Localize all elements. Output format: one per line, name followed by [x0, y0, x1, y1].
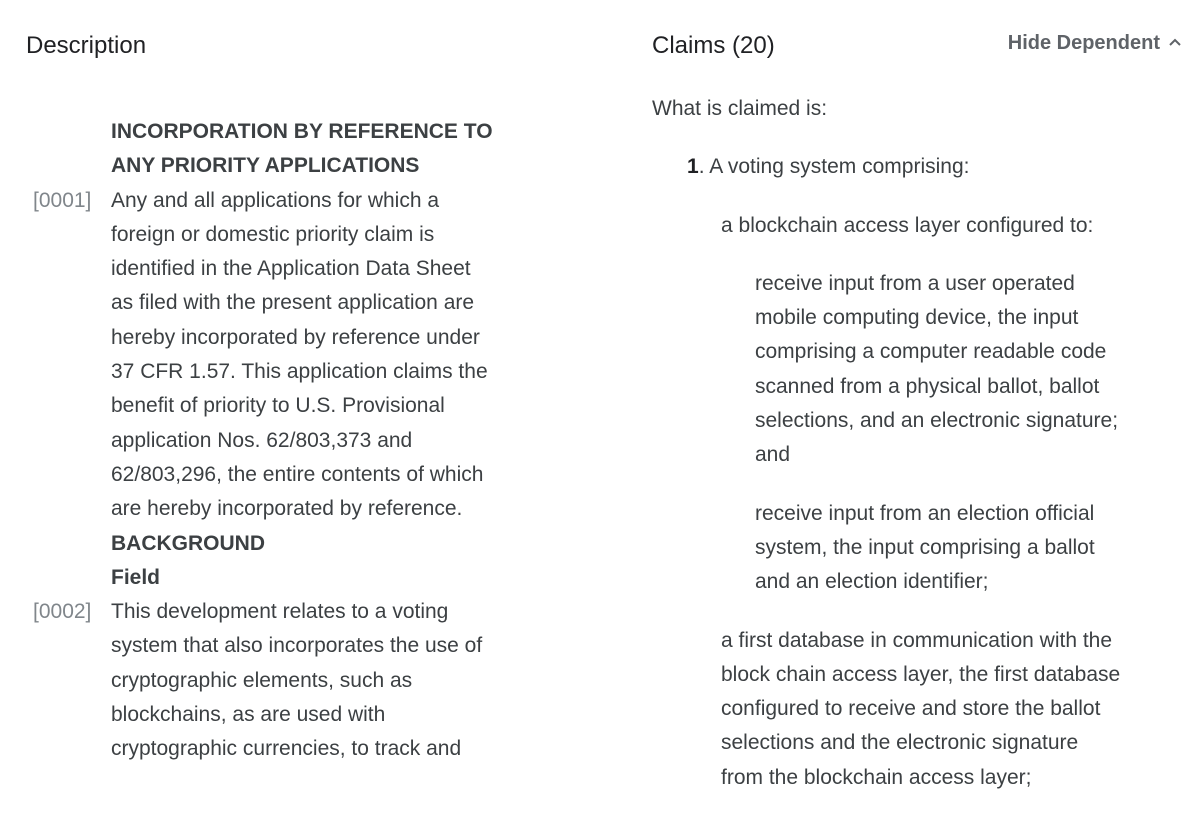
heading-background: BACKGROUND [111, 531, 265, 555]
claims-header [652, 32, 1182, 60]
claims-panel [652, 0, 1182, 789]
claims-intro: What is claimed is: [652, 97, 828, 120]
paragraph-0001: [0001] Any and all applications for which a foreign or domestic priority claim is identified in the Application Data Sheet as filed with the present application are hereby incorporated by reference under 37 CFR 1.57. This application claims the benefit of priority to U.S. Provisional application Nos. 62/803,373 and 62/803,296, the entire contents of which are hereby incorporated by reference. [26, 184, 526, 527]
description-panel [26, 0, 526, 770]
claim-1: 1. A voting system comprising: [687, 155, 970, 179]
claim-number: 1 [687, 155, 699, 179]
claims-body [652, 92, 1182, 819]
hide-dependent-button[interactable] [1008, 32, 1182, 55]
chevron-up-icon [1168, 32, 1182, 55]
claim-element-first-database: a first database in communication with the block chain access layer, the first database configured to receive and store the ballot selections and the electronic signature from the blockchain access layer; [721, 628, 1121, 789]
paragraph-number: [0001] [33, 188, 92, 212]
heading-incorporation: INCORPORATION BY REFERENCE TO ANY PRIORITY APPLICATIONS [111, 120, 493, 178]
hide-dependent-label: Hide Dependent [1007, 32, 1160, 54]
description-body [26, 115, 526, 767]
claims-title: Claims (20) [652, 32, 775, 59]
description-title: Description [26, 32, 147, 59]
claim-subelement-official-input: receive input from an election official system, the input comprising a ballot and an election identifier; [755, 501, 1095, 594]
claim-element-blockchain-access-layer: a blockchain access layer configured to: [721, 213, 1094, 237]
heading-field: Field [111, 565, 161, 589]
paragraph-number: [0002] [33, 600, 92, 624]
paragraph-0002: [0002] This development relates to a voting system that also incorporates the use of cryptographic elements, such as blockchains, as are used with cryptographic currencies, to track and [26, 595, 526, 766]
claim-subelement-user-input: receive input from a user operated mobile computing device, the input comprising a computer readable code scanned from a physical ballot, ballot selections, and an electronic signature; and [755, 271, 1119, 467]
